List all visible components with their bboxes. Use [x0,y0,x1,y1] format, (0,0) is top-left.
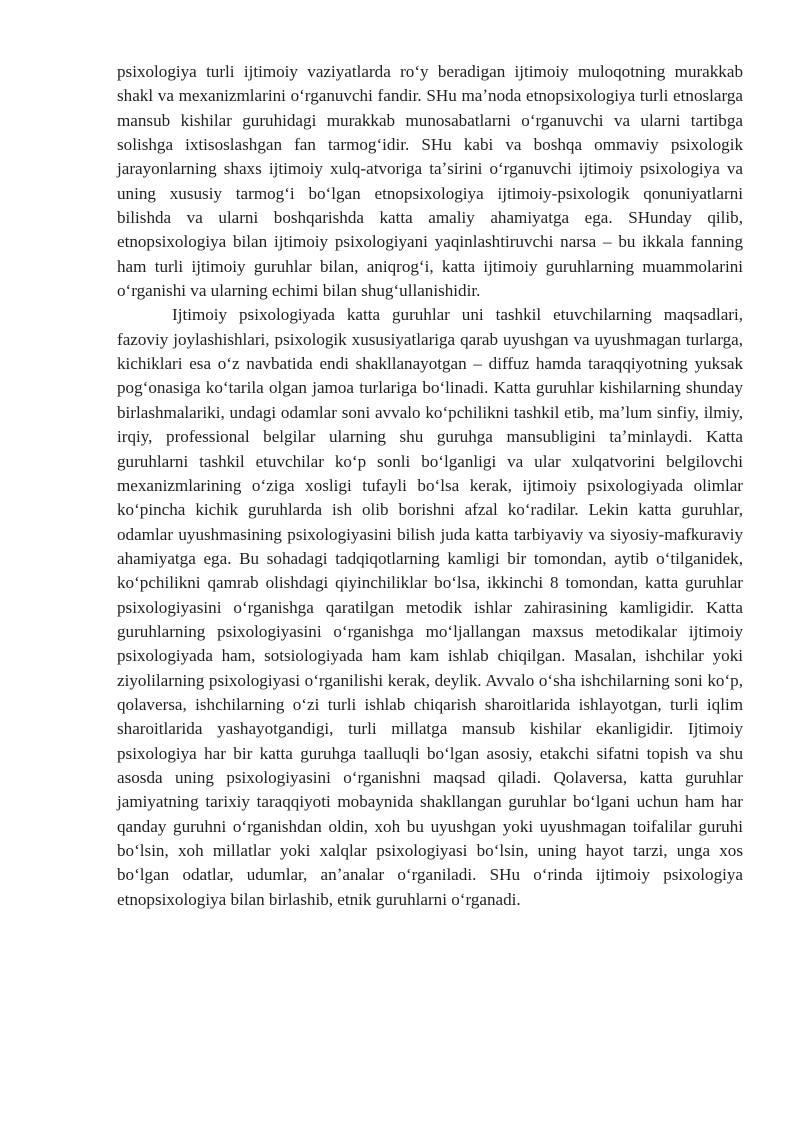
paragraph-1: psixologiya turli ijtimoiy vaziyatlarda roʻy beradigan ijtimoiy muloqotning murakkab shakl va mexanizmlarini oʻrganuvchi fandir. SHu maʼnoda etnopsixologiya turli etnoslarga mansub kishilar guruhidagi murakkab munosabatlarni oʻrganuvchi va ularni tartibga solishga ixtisoslashgan fan tarmogʻidir. SHu kabi va boshqa ommaviy psixologik jarayonlarning shaxs ijtimoiy xulq-atvoriga taʼsirini oʻrganuvchi ijtimoiy psixologiya va uning xususiy tarmogʻi boʻlgan etnopsixologiya ijtimoiy-psixologik qonuniyatlarni bilishda va ularni boshqarishda katta amaliy ahamiyatga ega. SHunday qilib, etnopsixologiya bilan ijtimoiy psixologiyani yaqinlashtiruvchi narsa – bu ikkala fanning ham turli ijtimoiy guruhlar bilan, aniqrogʻi, katta ijtimoiy guruhlarning muammolarini oʻrganishi va ularning echimi bilan shugʻullanishidir. [117,62,743,301]
document-body [117,60,743,912]
paragraph-2: Ijtimoiy psixologiyada katta guruhlar uni tashkil etuvchilarning maqsadlari, fazoviy joylashishlari, psixologik xususiyatlariga qarab uyushgan va uyushmagan turlarga, kichiklari esa oʻz navbatida endi shakllanayotgan – diffuz hamda taraqqiyotning yuksak pogʻonasiga koʻtarila olgan jamoa turlariga boʻlinadi. Katta guruhlar kishilarning shunday birlashmalariki, undagi odamlar soni avvalo koʻpchilikni tashkil etib, maʼlum sinfiy, ilmiy, irqiy, professional belgilar ularning shu guruhga mansubligini taʼminlaydi. Katta guruhlarni tashkil etuvchilar koʻp sonli boʻlganligi va ular xulqatvorini belgilovchi mexanizmlarining oʻziga xosligi tufayli boʻlsa kerak, ijtimoiy psixologiyada olimlar koʻpincha kichik guruhlarda ish olib borishni afzal koʻradilar. Lekin katta guruhlar, odamlar uyushmasining psixologiyasini bilish juda katta tarbiyaviy va siyosiy-mafkuraviy ahamiyatga ega. Bu sohadagi tadqiqotlarning kamligi bir tomondan, aytib oʻtilganidek, koʻpchilikni qamrab olishdagi qiyinchiliklar boʻlsa, ikkinchi 8 tomondan, katta guruhlar psixologiyasini oʻrganishga qaratilgan metodik ishlar zahirasining kamligidir. Katta guruhlarning psixologiyasini oʻrganishga moʻljallangan maxsus metodikalar ijtimoiy psixologiyada ham, sotsiologiyada ham kam ishlab chiqilgan. Masalan, ishchilar yoki ziyolilarning psixologiyasi oʻrganilishi kerak, deylik. Avvalo oʻsha ishchilarning soni koʻp, qolaversa, ishchilarning oʻzi turli ishlab chiqarish sharoitlarida ishlayotgan, turli iqlim sharoitlarida yashayotgandigi, turli millatga mansub kishilar ekanligidir. Ijtimoiy psixologiya har bir katta guruhga taalluqli boʻlgan asosiy, etakchi sifatni topish va shu asosda uning psixologiyasini oʻrganishni maqsad qiladi. Qolaversa, katta guruhlar jamiyatning tarixiy taraqqiyoti mobaynida shakllangan guruhlar boʻlgani uchun ham har qanday guruhni oʻrganishdan oldin, xoh bu uyushgan yoki uyushmagan toifalilar guruhi boʻlsin, xoh millatlar yoki xalqlar psixologiyasi boʻlsin, uning hayot tarzi, unga xos boʻlgan odatlar, udumlar, anʼanalar oʻrganiladi. SHu oʻrinda ijtimoiy psixologiya etnopsixologiya bilan birlashib, etnik guruhlarni oʻrganadi. [117,305,743,909]
